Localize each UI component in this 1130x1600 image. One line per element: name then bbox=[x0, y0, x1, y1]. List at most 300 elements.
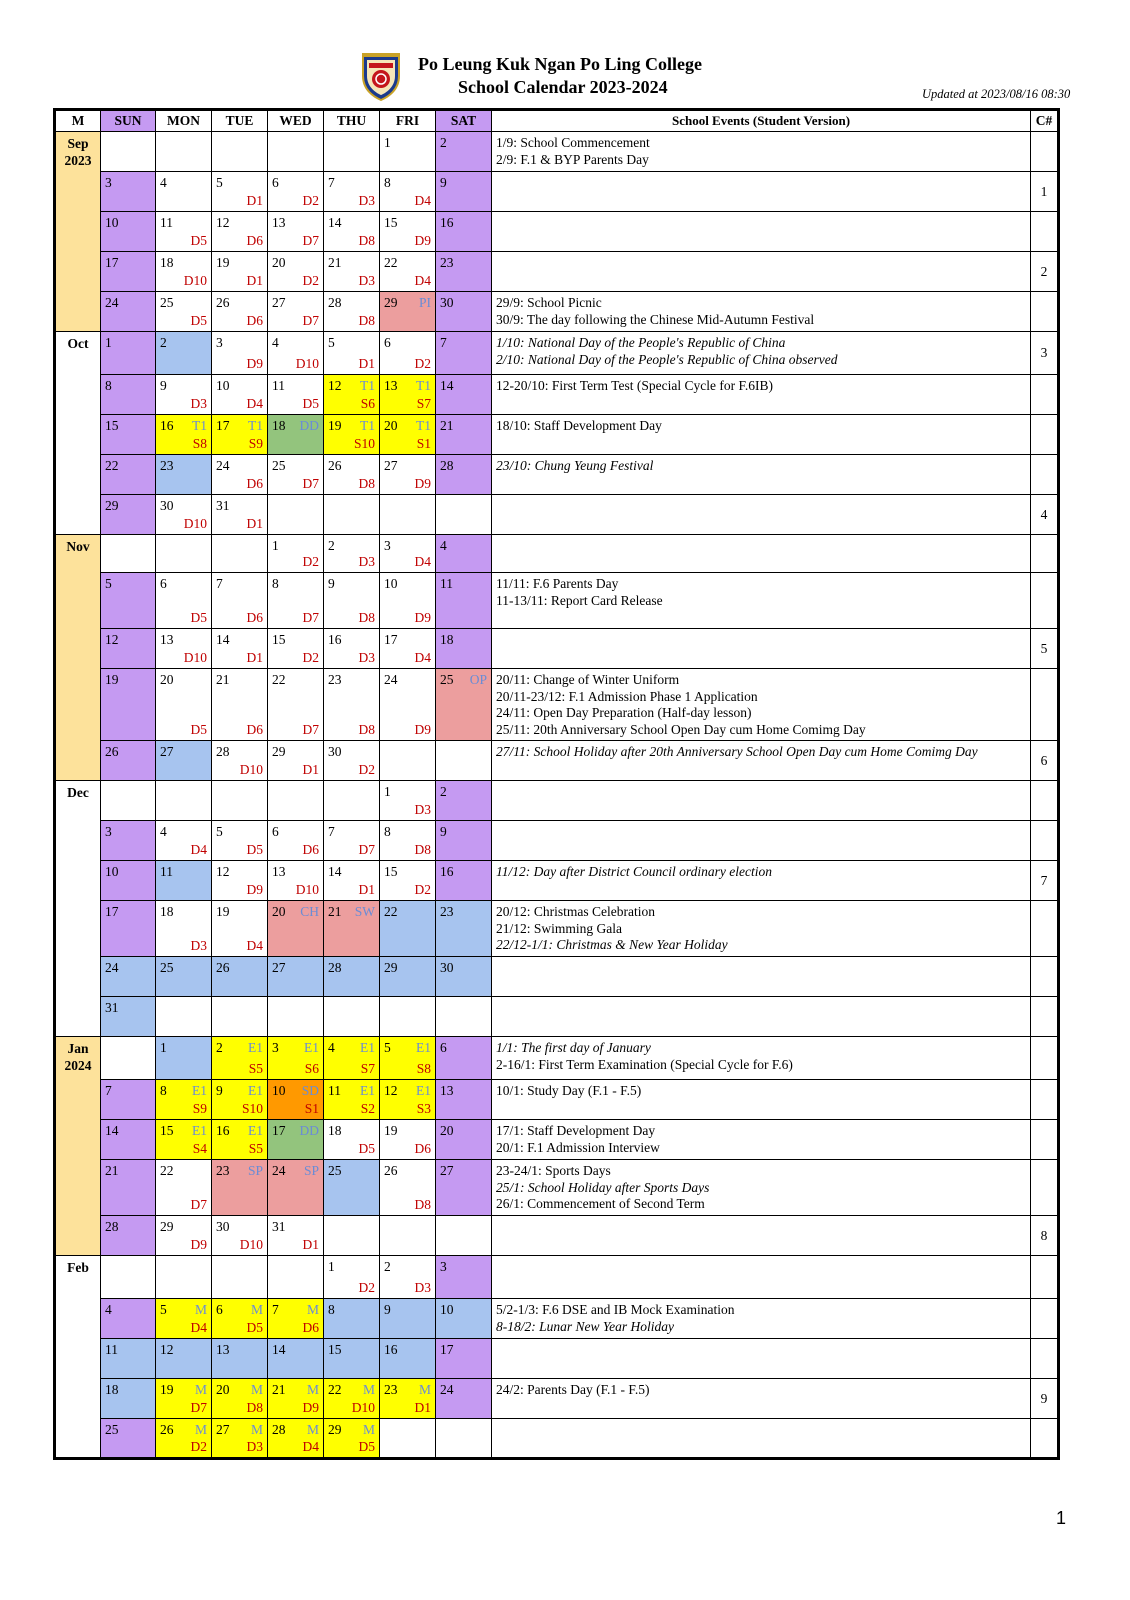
day-number: 5 bbox=[328, 335, 335, 350]
day-number: 19 bbox=[160, 1382, 174, 1397]
day-number: 27 bbox=[384, 458, 398, 473]
day-number: 10 bbox=[384, 576, 398, 591]
day-number: 7 bbox=[328, 824, 335, 839]
day-number: 24 bbox=[105, 960, 119, 975]
cycle-day-code: D1 bbox=[302, 762, 319, 777]
day-cell-mon bbox=[156, 573, 212, 629]
day-number: 14 bbox=[440, 378, 454, 393]
day-number: 24 bbox=[272, 1163, 286, 1178]
day-cell-mon bbox=[156, 1160, 212, 1216]
day-cell-wed bbox=[268, 901, 324, 957]
day-cell-sun bbox=[101, 573, 156, 629]
cycle-day-code: D6 bbox=[414, 1141, 431, 1156]
day-cell-tue bbox=[212, 375, 268, 415]
day-number: 20 bbox=[272, 904, 286, 919]
day-number: 11 bbox=[440, 576, 453, 591]
day-cell-mon bbox=[156, 901, 212, 957]
day-number: 23 bbox=[328, 672, 342, 687]
day-cell-thu bbox=[324, 1216, 380, 1256]
day-cell-tue bbox=[212, 573, 268, 629]
day-number: 31 bbox=[105, 1000, 119, 1015]
day-cell-sun bbox=[101, 252, 156, 292]
week-row bbox=[55, 292, 1059, 332]
events-cell bbox=[492, 1299, 1031, 1339]
day-number: 25 bbox=[272, 458, 286, 473]
day-cell-mon bbox=[156, 1120, 212, 1160]
activity-code: M bbox=[250, 1382, 263, 1397]
activity-code: E1 bbox=[248, 1083, 263, 1098]
cycle-number: 6 bbox=[1031, 741, 1059, 781]
events-cell bbox=[492, 495, 1031, 535]
day-cell-wed bbox=[268, 132, 324, 172]
day-number: 5 bbox=[384, 1040, 391, 1055]
event-item: 20/11-23/12: F.1 Admission Phase 1 Application bbox=[496, 688, 758, 704]
day-number: 13 bbox=[216, 1342, 230, 1357]
cycle-number bbox=[1031, 1120, 1059, 1160]
cycle-number bbox=[1031, 669, 1059, 741]
day-cell-sat bbox=[436, 901, 492, 957]
day-number: 11 bbox=[105, 1342, 118, 1357]
day-cell-thu bbox=[324, 741, 380, 781]
day-number: 6 bbox=[160, 576, 167, 591]
cycle-day-code: D8 bbox=[414, 842, 431, 857]
day-cell-sun bbox=[101, 629, 156, 669]
cycle-number bbox=[1031, 375, 1059, 415]
cycle-day-code: D9 bbox=[246, 356, 263, 371]
activity-code: E1 bbox=[248, 1040, 263, 1055]
cycle-number bbox=[1031, 901, 1059, 957]
day-cell-thu bbox=[324, 132, 380, 172]
day-cell-tue bbox=[212, 1339, 268, 1379]
events-cell bbox=[492, 573, 1031, 629]
event-item: 1/10: National Day of the People's Republic of China bbox=[496, 335, 786, 350]
activity-code: E1 bbox=[192, 1123, 207, 1138]
day-number: 28 bbox=[216, 744, 230, 759]
activity-code: T1 bbox=[192, 418, 207, 433]
day-cell-sat bbox=[436, 629, 492, 669]
day-number: 22 bbox=[160, 1163, 174, 1178]
day-cell-tue bbox=[212, 535, 268, 573]
day-number: 3 bbox=[216, 335, 223, 350]
day-cell-wed bbox=[268, 292, 324, 332]
day-number: 22 bbox=[328, 1382, 342, 1397]
cycle-day-code: D5 bbox=[358, 1141, 375, 1156]
column-header-events: School Events (Student Version) bbox=[492, 110, 1031, 132]
column-header-wed: WED bbox=[268, 110, 324, 132]
day-cell-wed bbox=[268, 1080, 324, 1120]
day-number: 22 bbox=[272, 672, 286, 687]
cycle-day-code: D1 bbox=[246, 516, 263, 531]
day-number: 10 bbox=[216, 378, 230, 393]
day-number: 5 bbox=[105, 576, 112, 591]
day-cell-wed bbox=[268, 997, 324, 1037]
cycle-day-code: D2 bbox=[302, 554, 319, 569]
month-block-sep bbox=[55, 132, 1059, 332]
event-item: 23/10: Chung Yeung Festival bbox=[496, 458, 654, 473]
day-cell-sun bbox=[101, 495, 156, 535]
day-number: 5 bbox=[216, 824, 223, 839]
column-header-sat: SAT bbox=[436, 110, 492, 132]
day-cell-tue bbox=[212, 1256, 268, 1299]
day-cell-tue bbox=[212, 957, 268, 997]
week-row bbox=[55, 132, 1059, 172]
day-cell-fri bbox=[380, 375, 436, 415]
month-label-text: 2024 bbox=[64, 1058, 92, 1073]
cycle-number bbox=[1031, 781, 1059, 821]
day-number: 1 bbox=[384, 135, 391, 150]
month-block-jan bbox=[55, 1037, 1059, 1256]
event-item: 11/11: F.6 Parents Day bbox=[496, 576, 619, 591]
week-row bbox=[55, 455, 1059, 495]
day-cell-fri bbox=[380, 1160, 436, 1216]
events-cell bbox=[492, 1256, 1031, 1299]
cycle-day-code: D2 bbox=[302, 193, 319, 208]
day-cell-sun bbox=[101, 1216, 156, 1256]
cycle-day-code: D2 bbox=[414, 882, 431, 897]
cycle-day-code: D1 bbox=[414, 1400, 431, 1415]
week-row bbox=[55, 1080, 1059, 1120]
day-number: 12 bbox=[328, 378, 342, 393]
cycle-number: 4 bbox=[1031, 495, 1059, 535]
day-cell-sun bbox=[101, 1339, 156, 1379]
day-cell-tue bbox=[212, 292, 268, 332]
day-cell-sun bbox=[101, 1037, 156, 1080]
day-cell-tue bbox=[212, 781, 268, 821]
day-number: 24 bbox=[216, 458, 230, 473]
cycle-day-code: D5 bbox=[246, 842, 263, 857]
day-cell-fri bbox=[380, 292, 436, 332]
day-cell-mon bbox=[156, 132, 212, 172]
day-number: 30 bbox=[440, 295, 454, 310]
cycle-day-code: D3 bbox=[190, 938, 207, 953]
day-cell-mon bbox=[156, 375, 212, 415]
day-number: 9 bbox=[328, 576, 335, 591]
cycle-number: 5 bbox=[1031, 629, 1059, 669]
day-number: 13 bbox=[160, 632, 174, 647]
day-number: 23 bbox=[440, 255, 454, 270]
events-cell bbox=[492, 861, 1031, 901]
day-cell-fri bbox=[380, 1080, 436, 1120]
cycle-day-code: D5 bbox=[190, 233, 207, 248]
day-number: 21 bbox=[105, 1163, 119, 1178]
cycle-number bbox=[1031, 455, 1059, 495]
activity-code: M bbox=[250, 1422, 263, 1437]
cycle-day-code: D6 bbox=[246, 476, 263, 491]
day-number: 1 bbox=[160, 1040, 167, 1055]
day-cell-thu bbox=[324, 1256, 380, 1299]
cycle-day-code: S5 bbox=[248, 1141, 263, 1156]
cycle-day-code: D3 bbox=[190, 396, 207, 411]
cycle-day-code: D1 bbox=[246, 650, 263, 665]
month-label bbox=[55, 332, 101, 535]
day-cell-fri bbox=[380, 669, 436, 741]
day-number: 8 bbox=[328, 1302, 335, 1317]
day-cell-sat bbox=[436, 1339, 492, 1379]
day-cell-mon bbox=[156, 332, 212, 375]
day-cell-wed bbox=[268, 1256, 324, 1299]
day-number: 8 bbox=[384, 824, 391, 839]
cycle-day-code: D9 bbox=[246, 882, 263, 897]
activity-code: SP bbox=[303, 1163, 319, 1178]
events-cell bbox=[492, 629, 1031, 669]
day-cell-thu bbox=[324, 1037, 380, 1080]
cycle-day-code: D1 bbox=[302, 1237, 319, 1252]
cycle-day-code: D3 bbox=[358, 650, 375, 665]
day-cell-wed bbox=[268, 535, 324, 573]
day-cell-tue bbox=[212, 861, 268, 901]
day-cell-sat bbox=[436, 132, 492, 172]
day-cell-sat bbox=[436, 212, 492, 252]
month-label-text: Jan bbox=[67, 1041, 89, 1056]
day-cell-sat bbox=[436, 741, 492, 781]
school-calendar-table bbox=[53, 108, 1060, 1460]
day-cell-thu bbox=[324, 669, 380, 741]
day-number: 7 bbox=[440, 335, 447, 350]
day-number: 28 bbox=[440, 458, 454, 473]
month-label-text: Nov bbox=[66, 539, 90, 554]
cycle-day-code: D6 bbox=[246, 233, 263, 248]
calendar-header bbox=[55, 110, 1059, 132]
day-number: 7 bbox=[216, 576, 223, 591]
column-header-sun: SUN bbox=[101, 110, 156, 132]
day-cell-sat bbox=[436, 821, 492, 861]
day-cell-tue bbox=[212, 415, 268, 455]
day-number: 17 bbox=[105, 904, 119, 919]
week-row bbox=[55, 535, 1059, 573]
cycle-day-code: D10 bbox=[183, 273, 207, 288]
day-cell-sat bbox=[436, 332, 492, 375]
day-number: 1 bbox=[384, 784, 391, 799]
event-item: 20/1: F.1 Admission Interview bbox=[496, 1139, 660, 1155]
events-cell bbox=[492, 292, 1031, 332]
day-cell-sat bbox=[436, 172, 492, 212]
day-cell-wed bbox=[268, 573, 324, 629]
event-item: 29/9: School Picnic bbox=[496, 295, 602, 310]
week-row bbox=[55, 1339, 1059, 1379]
day-cell-sat bbox=[436, 957, 492, 997]
event-item: 25/11: 20th Anniversary School Open Day cum Home Comimg Day bbox=[496, 721, 866, 737]
event-item: 17/1: Staff Development Day bbox=[496, 1123, 656, 1138]
cycle-day-code: D4 bbox=[246, 396, 263, 411]
day-cell-fri bbox=[380, 1037, 436, 1080]
day-cell-mon bbox=[156, 741, 212, 781]
day-cell-mon bbox=[156, 172, 212, 212]
day-number: 4 bbox=[105, 1302, 112, 1317]
day-number: 12 bbox=[160, 1342, 174, 1357]
cycle-day-code: D3 bbox=[414, 1280, 431, 1295]
events-cell bbox=[492, 1419, 1031, 1459]
week-row bbox=[55, 1120, 1059, 1160]
day-cell-sat bbox=[436, 1379, 492, 1419]
month-label bbox=[55, 132, 101, 332]
activity-code: M bbox=[194, 1382, 207, 1397]
cycle-day-code: D8 bbox=[358, 722, 375, 737]
week-row bbox=[55, 1379, 1059, 1419]
cycle-day-code: D9 bbox=[190, 1237, 207, 1252]
day-number: 12 bbox=[216, 215, 230, 230]
day-number: 8 bbox=[160, 1083, 167, 1098]
day-number: 27 bbox=[160, 744, 174, 759]
day-cell-mon bbox=[156, 669, 212, 741]
day-number: 22 bbox=[384, 255, 398, 270]
day-number: 16 bbox=[160, 418, 174, 433]
day-number: 21 bbox=[272, 1382, 286, 1397]
day-number: 25 bbox=[160, 960, 174, 975]
day-number: 15 bbox=[160, 1123, 174, 1138]
events-cell bbox=[492, 252, 1031, 292]
activity-code: M bbox=[306, 1422, 319, 1437]
event-item: 26/1: Commencement of Second Term bbox=[496, 1196, 705, 1211]
day-cell-mon bbox=[156, 455, 212, 495]
school-crest-icon bbox=[360, 50, 402, 102]
cycle-day-code: D8 bbox=[246, 1400, 263, 1415]
cycle-day-code: D7 bbox=[302, 610, 319, 625]
cycle-day-code: D8 bbox=[358, 476, 375, 491]
day-cell-fri bbox=[380, 821, 436, 861]
day-number: 6 bbox=[384, 335, 391, 350]
cycle-day-code: D5 bbox=[358, 1439, 375, 1454]
day-cell-wed bbox=[268, 415, 324, 455]
header-row bbox=[55, 110, 1059, 132]
event-item: 18/10: Staff Development Day bbox=[496, 418, 662, 433]
day-cell-tue bbox=[212, 629, 268, 669]
cycle-day-code: D3 bbox=[414, 802, 431, 817]
day-cell-sun bbox=[101, 375, 156, 415]
day-number: 12 bbox=[216, 864, 230, 879]
event-item: 8-18/2: Lunar New Year Holiday bbox=[496, 1318, 675, 1334]
activity-code: SP bbox=[247, 1163, 263, 1178]
month-block-feb bbox=[55, 1256, 1059, 1459]
day-number: 7 bbox=[105, 1083, 112, 1098]
day-number: 4 bbox=[160, 824, 167, 839]
day-number: 29 bbox=[384, 295, 398, 310]
day-cell-sat bbox=[436, 1256, 492, 1299]
events-cell bbox=[492, 1080, 1031, 1120]
day-cell-sat bbox=[436, 1299, 492, 1339]
day-cell-wed bbox=[268, 741, 324, 781]
day-cell-sun bbox=[101, 332, 156, 375]
day-cell-wed bbox=[268, 455, 324, 495]
day-cell-sun bbox=[101, 212, 156, 252]
cycle-day-code: D4 bbox=[190, 1320, 207, 1335]
events-cell bbox=[492, 375, 1031, 415]
day-cell-sat bbox=[436, 375, 492, 415]
cycle-day-code: D7 bbox=[358, 842, 375, 857]
activity-code: T1 bbox=[360, 418, 375, 433]
activity-code: DD bbox=[299, 1123, 319, 1138]
day-cell-sat bbox=[436, 1160, 492, 1216]
day-number: 11 bbox=[160, 215, 173, 230]
day-cell-tue bbox=[212, 1120, 268, 1160]
day-cell-mon bbox=[156, 957, 212, 997]
day-cell-fri bbox=[380, 741, 436, 781]
day-cell-mon bbox=[156, 415, 212, 455]
event-item: 27/11: School Holiday after 20th Anniversary School Open Day cum Home Comimg Day bbox=[496, 744, 978, 759]
day-cell-fri bbox=[380, 1120, 436, 1160]
day-cell-tue bbox=[212, 997, 268, 1037]
day-cell-sat bbox=[436, 455, 492, 495]
day-number: 6 bbox=[440, 1040, 447, 1055]
day-number: 25 bbox=[160, 295, 174, 310]
column-header-cnum: C# bbox=[1031, 110, 1059, 132]
day-number: 27 bbox=[272, 295, 286, 310]
event-item: 12-20/10: First Term Test (Special Cycle for F.6IB) bbox=[496, 378, 773, 393]
day-number: 13 bbox=[440, 1083, 454, 1098]
cycle-day-code: D1 bbox=[358, 882, 375, 897]
day-number: 18 bbox=[440, 632, 454, 647]
day-cell-wed bbox=[268, 861, 324, 901]
day-number: 3 bbox=[105, 175, 112, 190]
cycle-number: 3 bbox=[1031, 332, 1059, 375]
cycle-number: 1 bbox=[1031, 172, 1059, 212]
day-cell-thu bbox=[324, 957, 380, 997]
day-number: 23 bbox=[216, 1163, 230, 1178]
day-number: 26 bbox=[384, 1163, 398, 1178]
cycle-number bbox=[1031, 1037, 1059, 1080]
day-cell-thu bbox=[324, 535, 380, 573]
month-block-oct bbox=[55, 332, 1059, 535]
day-cell-sun bbox=[101, 415, 156, 455]
day-number: 13 bbox=[384, 378, 398, 393]
cycle-day-code: S2 bbox=[360, 1101, 375, 1116]
cycle-day-code: D9 bbox=[302, 1400, 319, 1415]
day-cell-thu bbox=[324, 1120, 380, 1160]
day-cell-wed bbox=[268, 1037, 324, 1080]
day-number: 16 bbox=[216, 1123, 230, 1138]
event-item: 24/2: Parents Day (F.1 - F.5) bbox=[496, 1382, 650, 1397]
day-number: 16 bbox=[440, 864, 454, 879]
day-number: 16 bbox=[328, 632, 342, 647]
week-row bbox=[55, 901, 1059, 957]
day-cell-tue bbox=[212, 455, 268, 495]
week-row bbox=[55, 821, 1059, 861]
cycle-day-code: D5 bbox=[190, 610, 207, 625]
activity-code: E1 bbox=[360, 1083, 375, 1098]
day-cell-sat bbox=[436, 1120, 492, 1160]
cycle-day-code: D1 bbox=[246, 193, 263, 208]
day-cell-sun bbox=[101, 1120, 156, 1160]
day-cell-sat bbox=[436, 1216, 492, 1256]
events-cell bbox=[492, 212, 1031, 252]
cycle-day-code: D6 bbox=[246, 610, 263, 625]
cycle-number bbox=[1031, 573, 1059, 629]
day-cell-wed bbox=[268, 172, 324, 212]
day-number: 6 bbox=[216, 1302, 223, 1317]
day-number: 30 bbox=[160, 498, 174, 513]
event-item: 11-13/11: Report Card Release bbox=[496, 592, 663, 608]
events-cell bbox=[492, 1160, 1031, 1216]
week-row bbox=[55, 957, 1059, 997]
day-cell-wed bbox=[268, 1299, 324, 1339]
events-cell bbox=[492, 1216, 1031, 1256]
day-number: 21 bbox=[328, 255, 342, 270]
cycle-day-code: D5 bbox=[190, 722, 207, 737]
day-cell-fri bbox=[380, 997, 436, 1037]
day-number: 8 bbox=[384, 175, 391, 190]
day-cell-wed bbox=[268, 1379, 324, 1419]
event-item: 25/1: School Holiday after Sports Days bbox=[496, 1179, 710, 1195]
day-cell-sat bbox=[436, 1419, 492, 1459]
cycle-day-code: D9 bbox=[414, 722, 431, 737]
event-item: 20/11: Change of Winter Uniform bbox=[496, 672, 680, 687]
day-number: 9 bbox=[160, 378, 167, 393]
day-cell-fri bbox=[380, 1256, 436, 1299]
day-cell-sat bbox=[436, 573, 492, 629]
day-number: 18 bbox=[105, 1382, 119, 1397]
day-cell-mon bbox=[156, 1339, 212, 1379]
day-number: 19 bbox=[384, 1123, 398, 1138]
day-cell-sun bbox=[101, 172, 156, 212]
